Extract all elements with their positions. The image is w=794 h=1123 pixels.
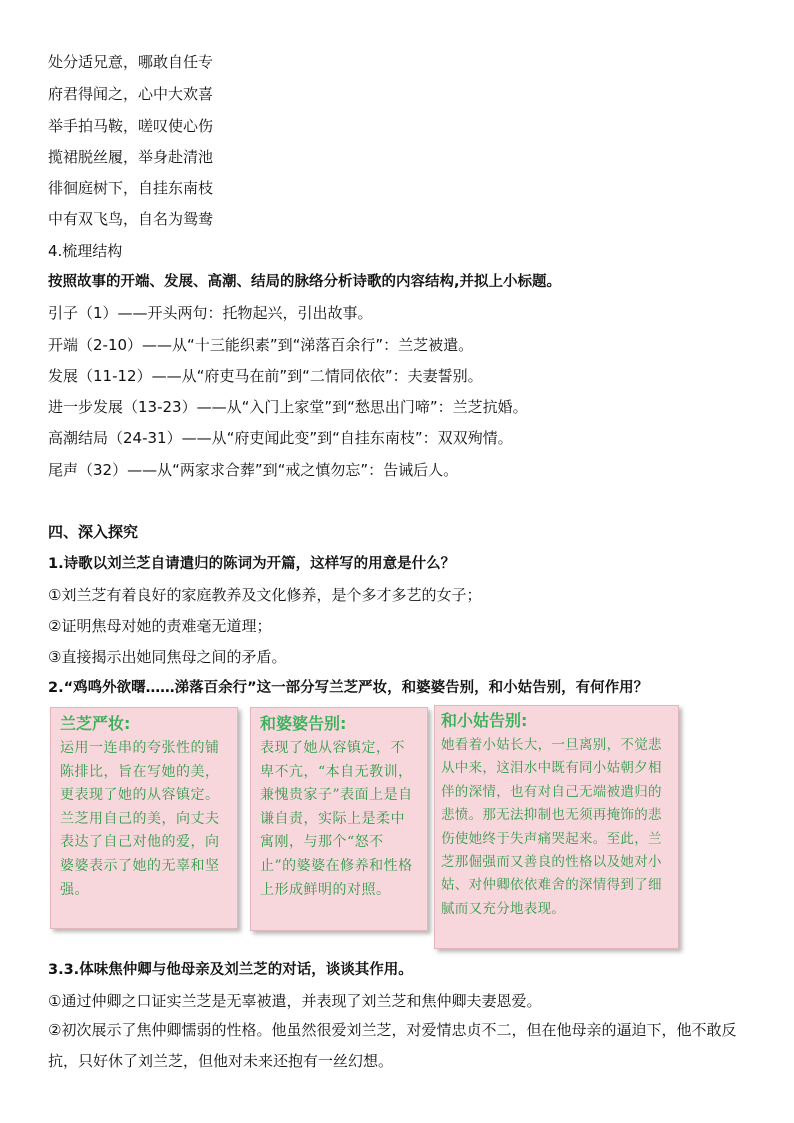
question-1: 1.诗歌以刘兰芝自请遣归的陈词为开篇，这样写的用意是什么？ <box>48 556 456 572</box>
answer-item: ①通过仲卿之口证实兰芝是无辜被遣，并表现了刘兰芝和焦仲卿夫妻恩爱。 <box>48 992 542 1010</box>
answer-item: ①刘兰芝有着良好的家庭教养及文化修养，是个多才多艺的女子； <box>48 586 482 604</box>
structure-item: 开端（2-10）——从“十三能织素”到“涕落百余行”：兰芝被遣。 <box>48 336 474 354</box>
answer-item: ②证明焦母对她的责难毫无道理； <box>48 617 272 635</box>
answer-item: ③直接揭示出她同焦母之间的矛盾。 <box>48 648 287 666</box>
poem-line: 举手拍马鞍，嗟叹使心伤 <box>48 117 214 135</box>
answer-item: ②初次展示了焦仲卿懦弱的性格。他虽然很爱刘兰芝，对爱情忠贞不二，但在他母亲的逼迫下，他不敢反抗，只好休了刘兰芝，但他对未来还抱有一丝幻想。 <box>48 1021 737 1070</box>
section-title: 四、深入探究 <box>48 523 139 541</box>
poem-line: 揽裙脱丝履，举身赴清池 <box>48 148 214 166</box>
note-box-body: 运用一连串的夸张性的铺陈排比，旨在写她的美，更表现了她的从容镇定。兰芝用自己的美，向丈夫表达了自己对他的爱，向婆婆表示了她的无辜和坚强。 <box>60 740 220 898</box>
poem-line: 中有双飞鸟，自名为鸳鸯 <box>48 210 214 228</box>
question-2: 2.“鸡鸣外欲曙……涕落百余行”这一部分写兰芝严妆，和婆婆告别，和小姑告别，有何作用？ <box>48 680 649 696</box>
poem-line: 徘徊庭树下，自挂东南枝 <box>48 179 214 197</box>
structure-item: 发展（11-12）——从“府吏马在前”到“二情同依依”：夫妻誓别。 <box>48 367 483 385</box>
note-box-body: 表现了她从容镇定，不卑不亢，“本自无教训，兼愧贵家子”表面上是自谦自责，实际上是柔中寓刚，与那个“怒不止”的婆婆在修养和性格上形成鲜明的对照。 <box>260 740 413 898</box>
poem-line: 府君得闻之，心中大欢喜 <box>48 85 214 103</box>
note-box-title: 和小姑告别: <box>441 711 528 730</box>
note-box-makeup <box>50 707 238 929</box>
note-box-title: 兰芝严妆: <box>60 714 131 733</box>
note-box-title: 和婆婆告别: <box>260 714 347 733</box>
poem-line: 处分适兄意，哪敢自任专 <box>48 53 214 71</box>
structure-item: 高潮结局（24-31）——从“府吏闻此变”到“自挂东南枝”：双双殉情。 <box>48 429 513 447</box>
question-3: 3.3.体味焦仲卿与他母亲及刘兰芝的对话，谈谈其作用。 <box>48 962 413 978</box>
structure-item: 进一步发展（13-23）——从“入门上家堂”到“愁思出门啼”：兰芝抗婚。 <box>48 398 528 416</box>
note-box-sister-in-law <box>434 705 679 949</box>
structure-item: 尾声（32）——从“两家求合葬”到“戒之慎勿忘”：告诫后人。 <box>48 461 459 479</box>
structure-instruction: 按照故事的开端、发展、高潮、结局的脉络分析诗歌的内容结构,并拟上小标题。 <box>48 274 562 290</box>
note-box-body: 她看着小姑长大，一旦离别，不觉悲从中来，这泪水中既有同小姑朝夕相伴的深情，也有对自己无端被遣归的悲愤。那无法抑制也无须再掩饰的悲伤使她终于失声痛哭起来。至此，兰芝那倔强而又善良的性格以及她对小姑、对仲卿依依难舍的深情得到了细腻而又充分地表现。 <box>441 737 662 917</box>
note-box-mother-in-law <box>250 707 428 931</box>
structure-heading: 4.梳理结构 <box>48 242 123 260</box>
structure-item: 引子（1）——开头两句：托物起兴，引出故事。 <box>48 304 373 322</box>
